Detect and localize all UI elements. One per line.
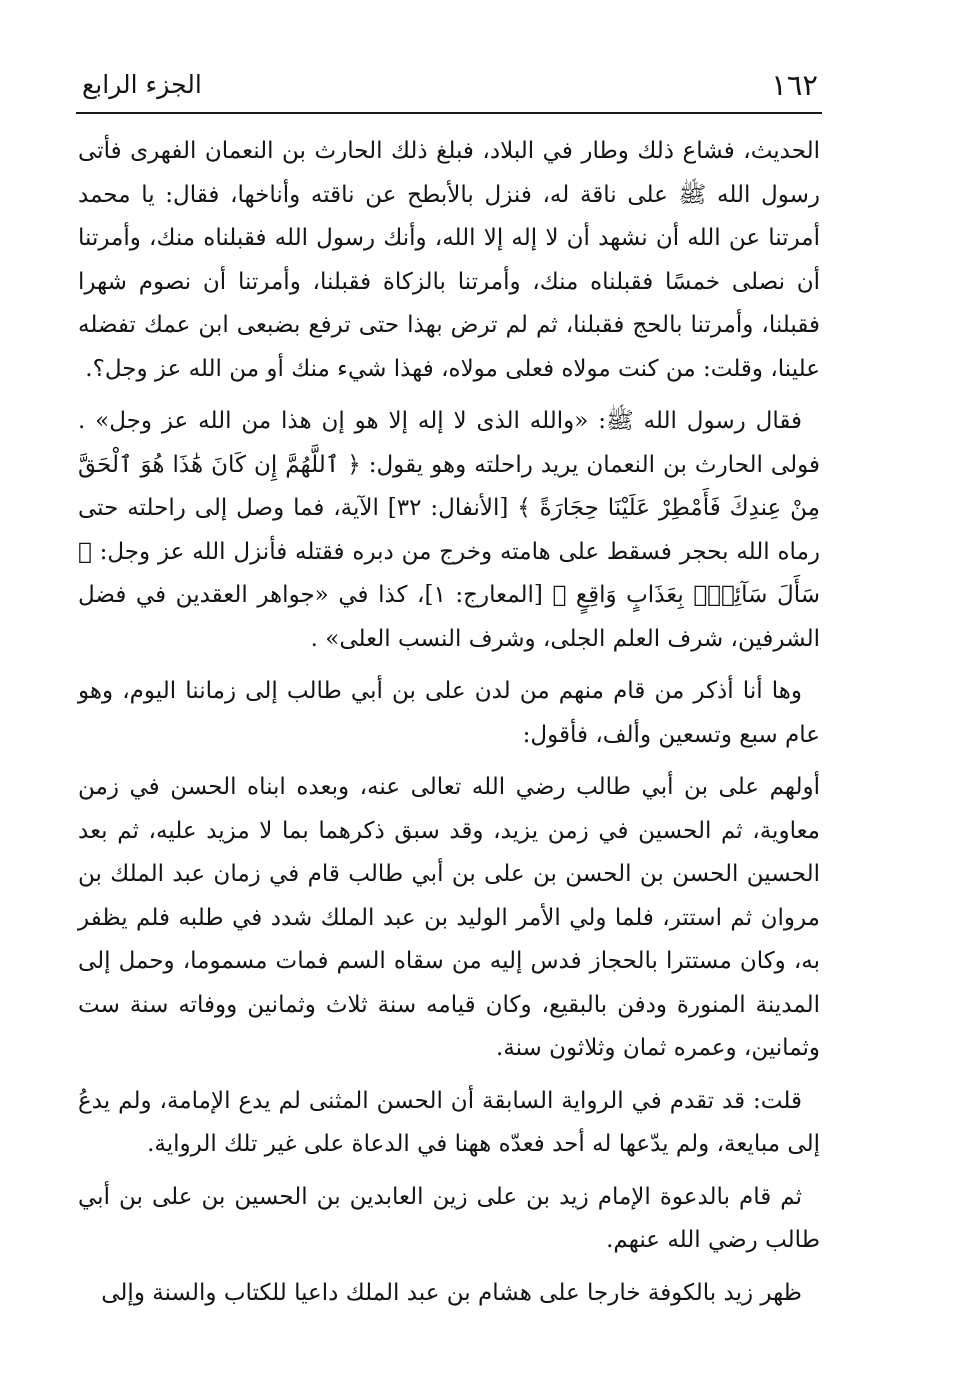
page-header xyxy=(78,64,820,108)
paragraph-hadith-continuation: الحديث، فشاع ذلك وطار في البلاد، فبلغ ذلك الحارث بن النعمان الفهرى فأتى رسول الله ﷺ على ناقة له، فنزل بالأبطح عن ناقته وأناخها، فقال: يا محمد أمرتنا عن الله أن نشهد أن لا إله إلا الله، وأنك رسول الله فقبلناه منك، وأمرتنا أن نصلى خمسًا فقبلناه منك، وأمرتنا بالزكاة فقبلنا، وأمرتنا أن نصوم شهرا فقبلنا، وأمرتنا بالحج فقبلنا، ثم لم ترض بهذا حتى ترفع بضبعى ابن عمك تفضله علينا، وقلت: من كنت مولاه فعلى مولاه، فهذا شيء منك أو من الله عز وجل؟. xyxy=(78,138,820,382)
paragraph-introduction: وها أنا أذكر من قام منهم من لدن على بن أبي طالب إلى زماننا اليوم، وهو عام سبع وتسعين وألف، فأقول: xyxy=(78,678,820,748)
paragraph-author-note: قلت: قد تقدم في الرواية السابقة أن الحسن المثنى لم يدع الإمامة، ولم يدعُ إلى مبايعة، ولم يدّعها له أحد فعدّه ههنا في الدعاة على غير تلك الرواية. xyxy=(78,1087,820,1157)
paragraph-first-imams: أولهم على بن أبي طالب رضي الله تعالى عنه، وبعده ابناه الحسن في زمن معاوية، ثم الحسين في زمن يزيد، وقد سبق ذكرهما بما لا مزيد عليه، ثم بعد الحسين الحسن بن الحسن بن على بن أبي طالب قام في زمان عبد الملك بن مروان ثم استتر، فلما ولي الأمر الوليد بن عبد الملك شدد في طلبه فلم يظفر به، وكان مستترا بالحجاز فدس إليه من سقاه السم فمات مسموما، وحمل إلى المدينة المنورة ودفن بالبقيع، وكان قيامه سنة ثلاث وثمانين ووفاته سنة ست وثمانين، وعمره ثمان وثلاثون سنة. xyxy=(78,774,820,1061)
paragraph-prophet-reply: فقال رسول الله ﷺ: «والله الذى لا إله إلا هو إن هذا من الله عز وجل» . فولى الحارث بن النعمان يريد راحلته وهو يقول: ﴿ ٱللَّهُمَّ إِن كَانَ هَٰذَا هُوَ ٱلْحَقَّ مِنْ عِندِكَ فَأَمْطِرْ عَلَيْنَا حِجَارَةً ﴾ [الأنفال: ٣٢] الآية، فما وصل إلى راحلته حتى رماه الله بحجر فسقط على هامته وخرج من دبره فقتله فأنزل الله عز وجل: ﴿ سَأَلَ سَآئِلُۢ بِعَذَابٍ وَاقِعٍ ﴾ [المعارج: ١]، كذا في «جواهر العقدين في فضل الشرفين، شرف العلم الجلى، وشرف النسب العلى» . xyxy=(78,408,820,652)
page-number: ١٦٢ xyxy=(771,68,818,102)
page-body xyxy=(78,130,820,1315)
paragraph-imam-zayd: ثم قام بالدعوة الإمام زيد بن على زين العابدين بن الحسين بن على بن أبي طالب رضي الله عنهم. xyxy=(78,1183,820,1253)
paragraph-zayd-kufa: ظهر زيد بالكوفة خارجا على هشام بن عبد الملك داعيا للكتاب والسنة وإلى xyxy=(101,1279,802,1306)
header-divider xyxy=(76,112,822,114)
volume-title: الجزء الرابع xyxy=(82,70,202,99)
